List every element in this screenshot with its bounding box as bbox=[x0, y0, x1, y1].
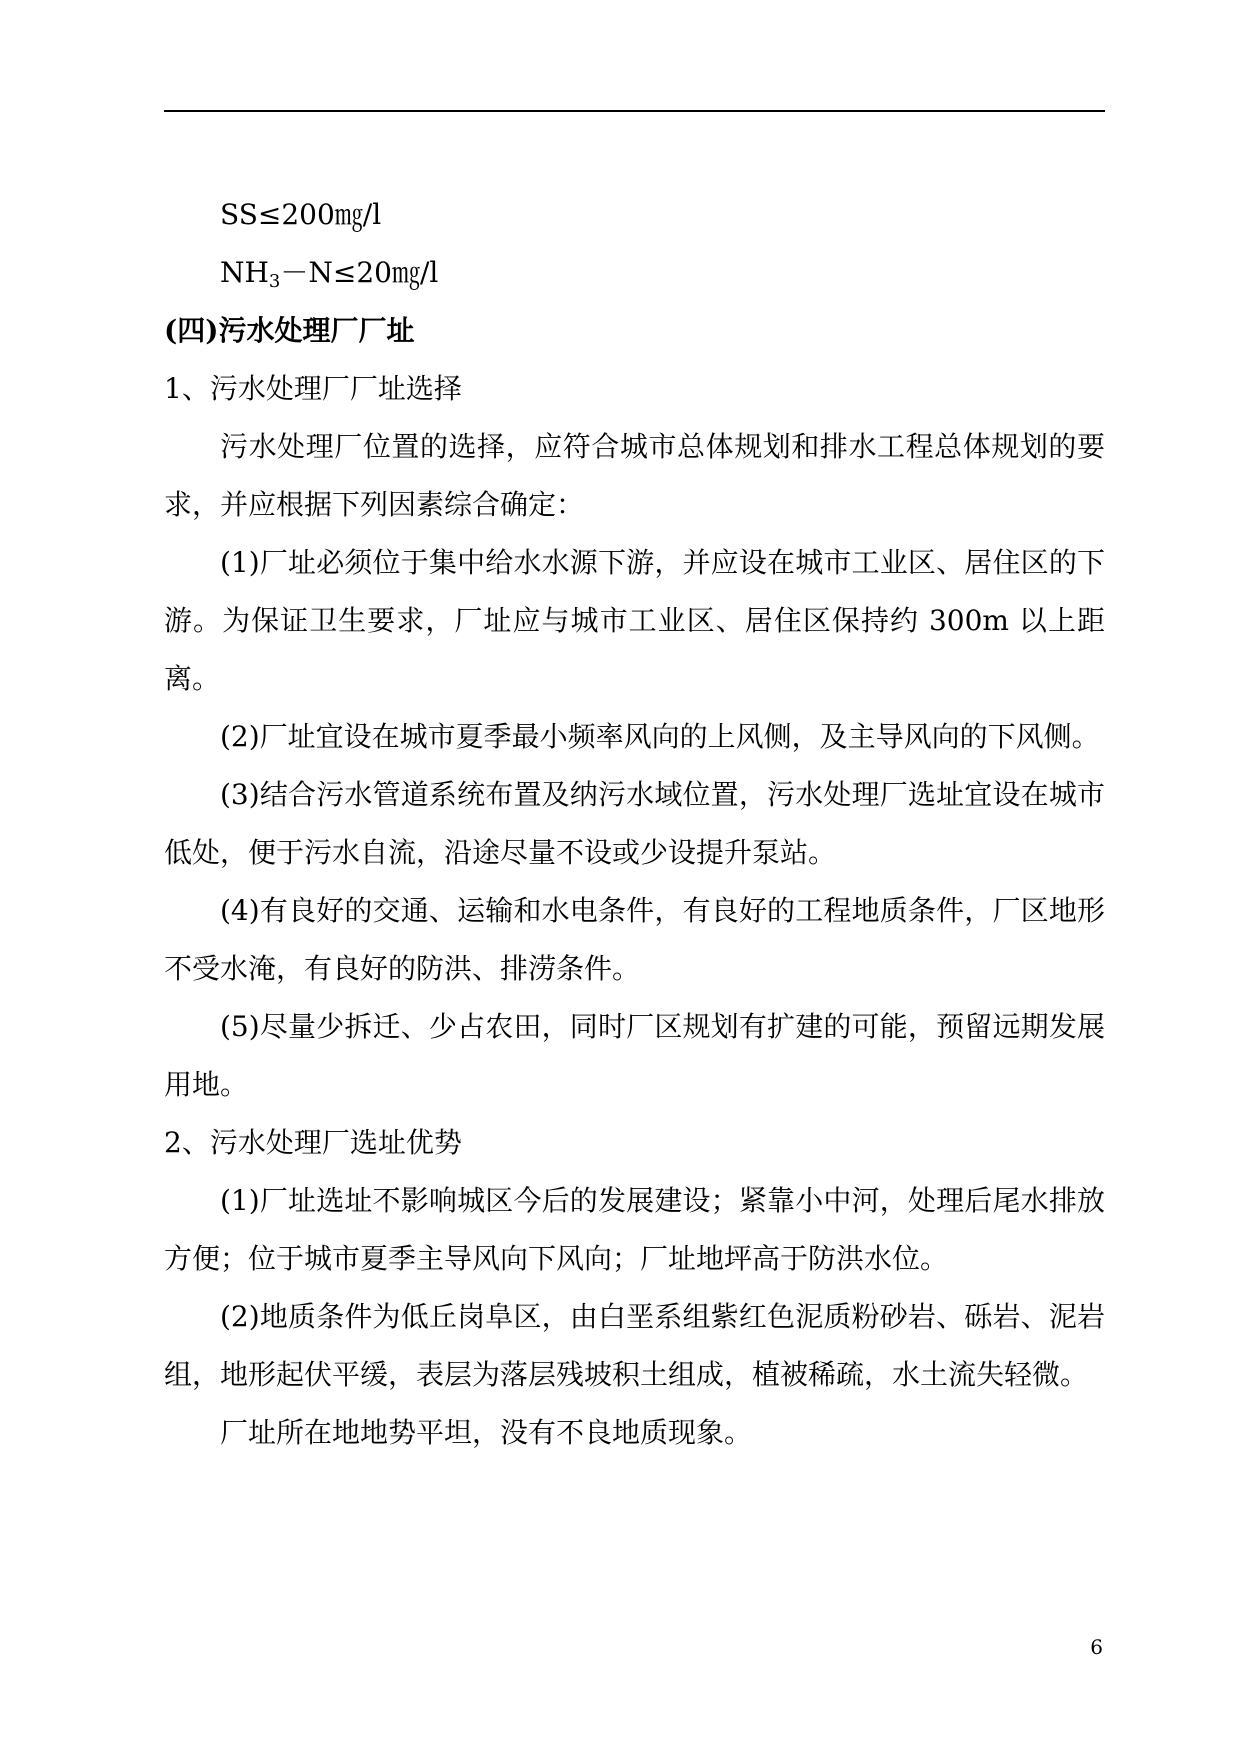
criterion-5: (5)尽量少拆迁、少占农田，同时厂区规划有扩建的可能，预留远期发展用地。 bbox=[164, 1010, 1105, 1101]
advantage-2: (2)地质条件为低丘岗阜区，由白垩系组紫红色泥质粉砂岩、砾岩、泥岩组，地形起伏平缓，表层为落层残坡积土组成，植被稀疏，水土流失轻微。 bbox=[164, 1300, 1105, 1391]
formula-nh3 bbox=[164, 244, 1105, 302]
subsection-2-heading: 2、污水处理厂选址优势 bbox=[164, 1126, 462, 1159]
closing-paragraph: 厂址所在地地势平坦，没有不良地质现象。 bbox=[220, 1416, 753, 1449]
section-title: (四)污水处理厂厂址 bbox=[164, 314, 415, 347]
criterion-3: (3)结合污水管道系统布置及纳污水域位置，污水处理厂选址宜设在城市低处，便于污水自流，沿途尽量不设或少设提升泵站。 bbox=[164, 778, 1105, 869]
header-rule bbox=[164, 110, 1105, 112]
formula-nh3-suffix: －N≤20㎎/l bbox=[280, 256, 439, 289]
formula-ss: SS≤200㎎/l bbox=[220, 198, 382, 231]
subsection-1-intro: 污水处理厂位置的选择，应符合城市总体规划和排水工程总体规划的要求，并应根据下列因素综合确定： bbox=[164, 430, 1105, 521]
advantage-1: (1)厂址选址不影响城区今后的发展建设；紧靠小中河，处理后尾水排放方便；位于城市夏季主导风向下风向；厂址地坪高于防洪水位。 bbox=[164, 1184, 1105, 1275]
formula-nh3-subscript: 3 bbox=[268, 271, 281, 292]
formula-nh3-prefix: NH bbox=[220, 256, 269, 289]
page-number: 6 bbox=[1090, 1635, 1103, 1659]
subsection-1-heading: 1、污水处理厂厂址选择 bbox=[164, 372, 462, 405]
criterion-2: (2)厂址宜设在城市夏季最小频率风向的上风侧，及主导风向的下风侧。 bbox=[220, 720, 1100, 753]
document-body bbox=[164, 186, 1105, 1462]
criterion-1: (1)厂址必须位于集中给水水源下游，并应设在城市工业区、居住区的下游。为保证卫生要求，厂址应与城市工业区、居住区保持约 300m 以上距离。 bbox=[164, 546, 1105, 695]
criterion-4: (4)有良好的交通、运输和水电条件，有良好的工程地质条件，厂区地形不受水淹，有良好的防洪、排涝条件。 bbox=[164, 894, 1105, 985]
